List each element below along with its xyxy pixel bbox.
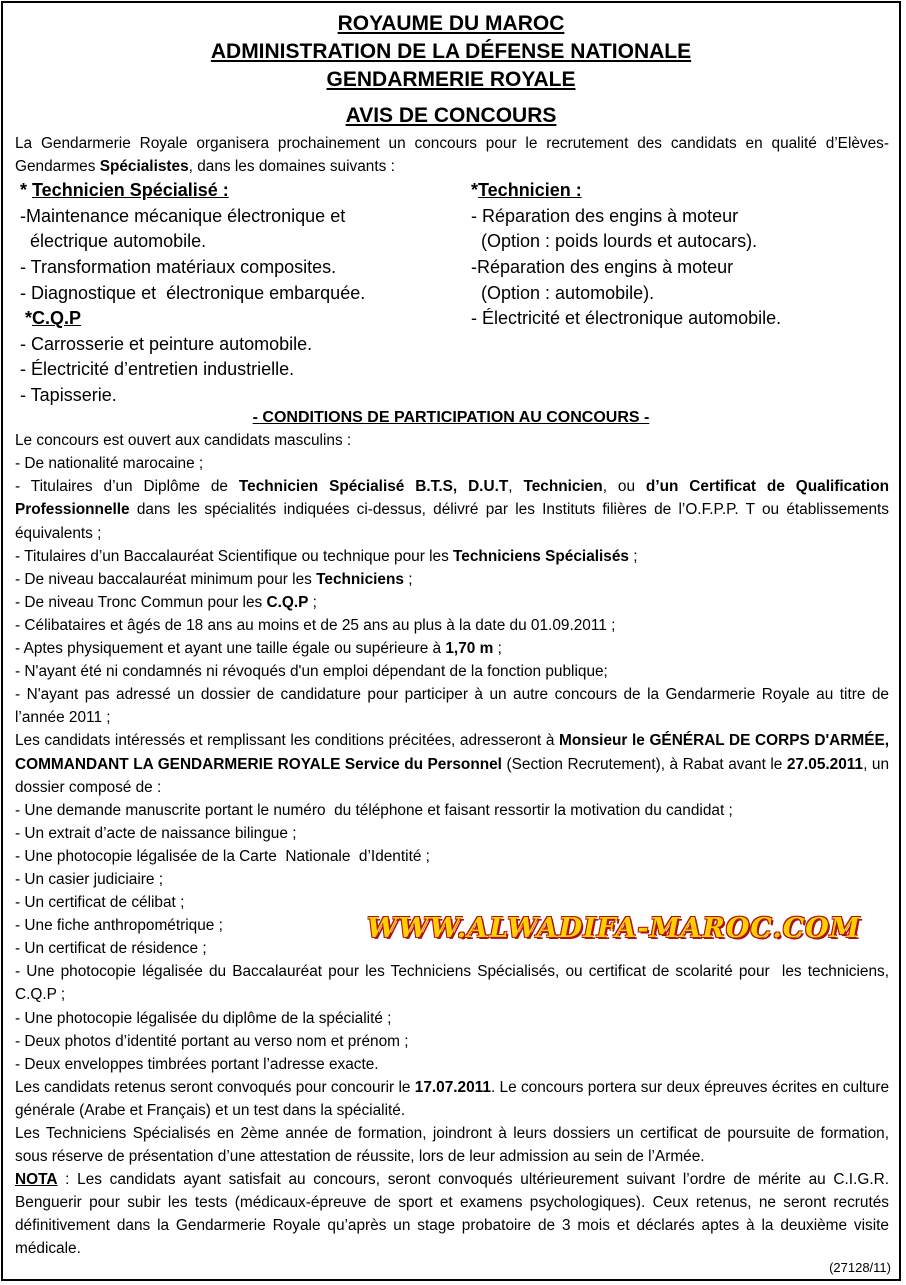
- domain-list-item: - Réparation des engins à moteur: [471, 205, 739, 226]
- domain-list-item: -Réparation des engins à moteur: [471, 256, 734, 277]
- condition-open: Le concours est ouvert aux candidats masculins :: [15, 432, 352, 450]
- domain-list-item: - Carrosserie et peinture automobile.: [20, 333, 313, 354]
- document-list-item: - Un extrait d’acte de naissance bilingue ;: [15, 824, 297, 842]
- domain-list-item: - Tapisserie.: [20, 384, 117, 405]
- domain-list-item: - Diagnostique et électronique embarquée.: [20, 282, 366, 303]
- intro-paragraph: La Gendarmerie Royale organisera prochainement un concours pour le recrutement des candidats en qualité d’Elèves-Gendarmes Spécialistes, dans les domaines suivants :: [15, 135, 889, 176]
- header-administration: ADMINISTRATION DE LA DÉFENSE NATIONALE: [210, 40, 692, 63]
- document-list-item: - Une demande manuscrite portant le numéro du téléphone et faisant ressortir la motivation du candidat ;: [15, 801, 733, 819]
- condition-age: - Célibataires et âgés de 18 ans au moins et de 25 ans au plus à la date du 01.09.2011 ;: [15, 616, 616, 634]
- condition-bac: - Titulaires d’un Baccalauréat Scientifique ou technique pour les Techniciens Spécialisés ;: [15, 547, 638, 565]
- document-list-item: - Un casier judiciaire ;: [15, 870, 163, 888]
- condition-level: - De niveau baccalauréat minimum pour les Techniciens ;: [15, 570, 413, 588]
- header-kingdom: ROYAUME DU MAROC: [337, 12, 565, 35]
- retained-paragraph: Les candidats retenus seront convoqués pour concourir le 17.07.2011. Le concours portera sur deux épreuves écrites en culture générale (Arabe et Français) et un test dans la spécialité.: [15, 1078, 889, 1119]
- document-list-item: - Une photocopie légalisée du Baccalauréat pour les Techniciens Spécialisés, ou certificat de scolarité pour les techniciens, C.Q.P ;: [15, 963, 894, 1004]
- document-list-item: - Une fiche anthropométrique ;: [15, 917, 223, 935]
- document-list-item: - Un certificat de célibat ;: [15, 894, 185, 912]
- condition-no-other-file: - N'ayant pas adressé un dossier de candidature pour participer à un autre concours de la Gendarmerie Royale au titre de l’année 2011 ;: [15, 686, 889, 727]
- domain-list-item: - Transformation matériaux composites.: [20, 256, 337, 277]
- send-instructions: Les candidats intéressés et remplissant les conditions précitées, adresseront à Monsieur le GÉNÉRAL DE CORPS D'ARMÉE, COMMANDANT LA GENDARMERIE ROYALE Service du Personnel (Section Recrutement), à Rabat avant le 27.05.2011, un dossier composé de :: [15, 732, 890, 796]
- domain-list-item: - Électricité d’entretien industrielle.: [20, 359, 295, 380]
- technicien-specialise-heading: * Technicien Spécialisé :: [20, 180, 229, 201]
- cqp-heading: *C.Q.P: [20, 308, 82, 329]
- left-column: [20, 178, 365, 408]
- website-watermark: WWW.ALWADIFA-MAROC.COM: [367, 913, 861, 944]
- domain-list-item: -Maintenance mécanique électronique et: [20, 205, 346, 226]
- domains-columns: [3, 178, 899, 404]
- conditions-title: - CONDITIONS DE PARTICIPATION AU CONCOURS -: [252, 409, 650, 427]
- document-list-item: - Deux photos d’identité portant au verso nom et prénom ;: [15, 1032, 409, 1050]
- second-year-paragraph: Les Techniciens Spécialisés en 2ème année de formation, joindront à leurs dossiers un certificat de poursuite de formation, sous réserve de présentation d’une attestation de réussite, lors de leur admission au sein de l’Armée.: [15, 1125, 889, 1166]
- document-list-item: - Une photocopie légalisée du diplôme de la spécialité ;: [15, 1009, 392, 1027]
- domain-list-item: (Option : automobile).: [471, 282, 655, 303]
- nota-paragraph: NOTA : Les candidats ayant satisfait au concours, seront convoqués ultérieurement suivant l’ordre de mérite au C.I.G.R. Benguerir pour subir les tests (médicaux-épreuve de sport et examens psychologiques). Ceux retenus, ne seront recrutés définitivement dans la Gendarmerie Royale qu’après un stage probatoire de 3 mois et déclarés aptes à la deuxième visite médicale.: [15, 1171, 889, 1258]
- condition-diploma: - Titulaires d’un Diplôme de Technicien Spécialisé B.T.S, D.U.T, Technicien, ou d’un Certificat de Qualification Professionnelle dans les spécialités indiquées ci-dessus, délivré par les Instituts filières de l’O.F.P.P. T ou établissements équivalents ;: [15, 478, 889, 542]
- domain-list-item: électrique automobile.: [20, 231, 207, 252]
- document-page: [1, 1, 901, 1281]
- right-column: [471, 178, 781, 332]
- condition-record: - N'ayant été ni condamnés ni révoqués d'un emploi dépendant de la fonction publique;: [15, 663, 608, 681]
- condition-height: - Aptes physiquement et ayant une taille égale ou supérieure à 1,70 m ;: [15, 640, 502, 658]
- technicien-heading: *Technicien :: [471, 180, 582, 201]
- document-list-item: - Un certificat de résidence ;: [15, 940, 207, 958]
- condition-tronc-commun: - De niveau Tronc Commun pour les C.Q.P ;: [15, 593, 317, 611]
- condition-nationality: - De nationalité marocaine ;: [15, 455, 204, 473]
- domain-list-item: - Électricité et électronique automobile.: [471, 308, 782, 329]
- page-title: AVIS DE CONCOURS: [345, 104, 557, 127]
- document-list-item: - Deux enveloppes timbrées portant l’adresse exacte.: [15, 1055, 379, 1073]
- reference-number: (27128/11): [829, 1260, 891, 1275]
- domain-list-item: (Option : poids lourds et autocars).: [471, 231, 758, 252]
- document-list-item: - Une photocopie légalisée de la Carte Nationale d’Identité ;: [15, 847, 430, 865]
- header-gendarmerie: GENDARMERIE ROYALE: [326, 68, 576, 91]
